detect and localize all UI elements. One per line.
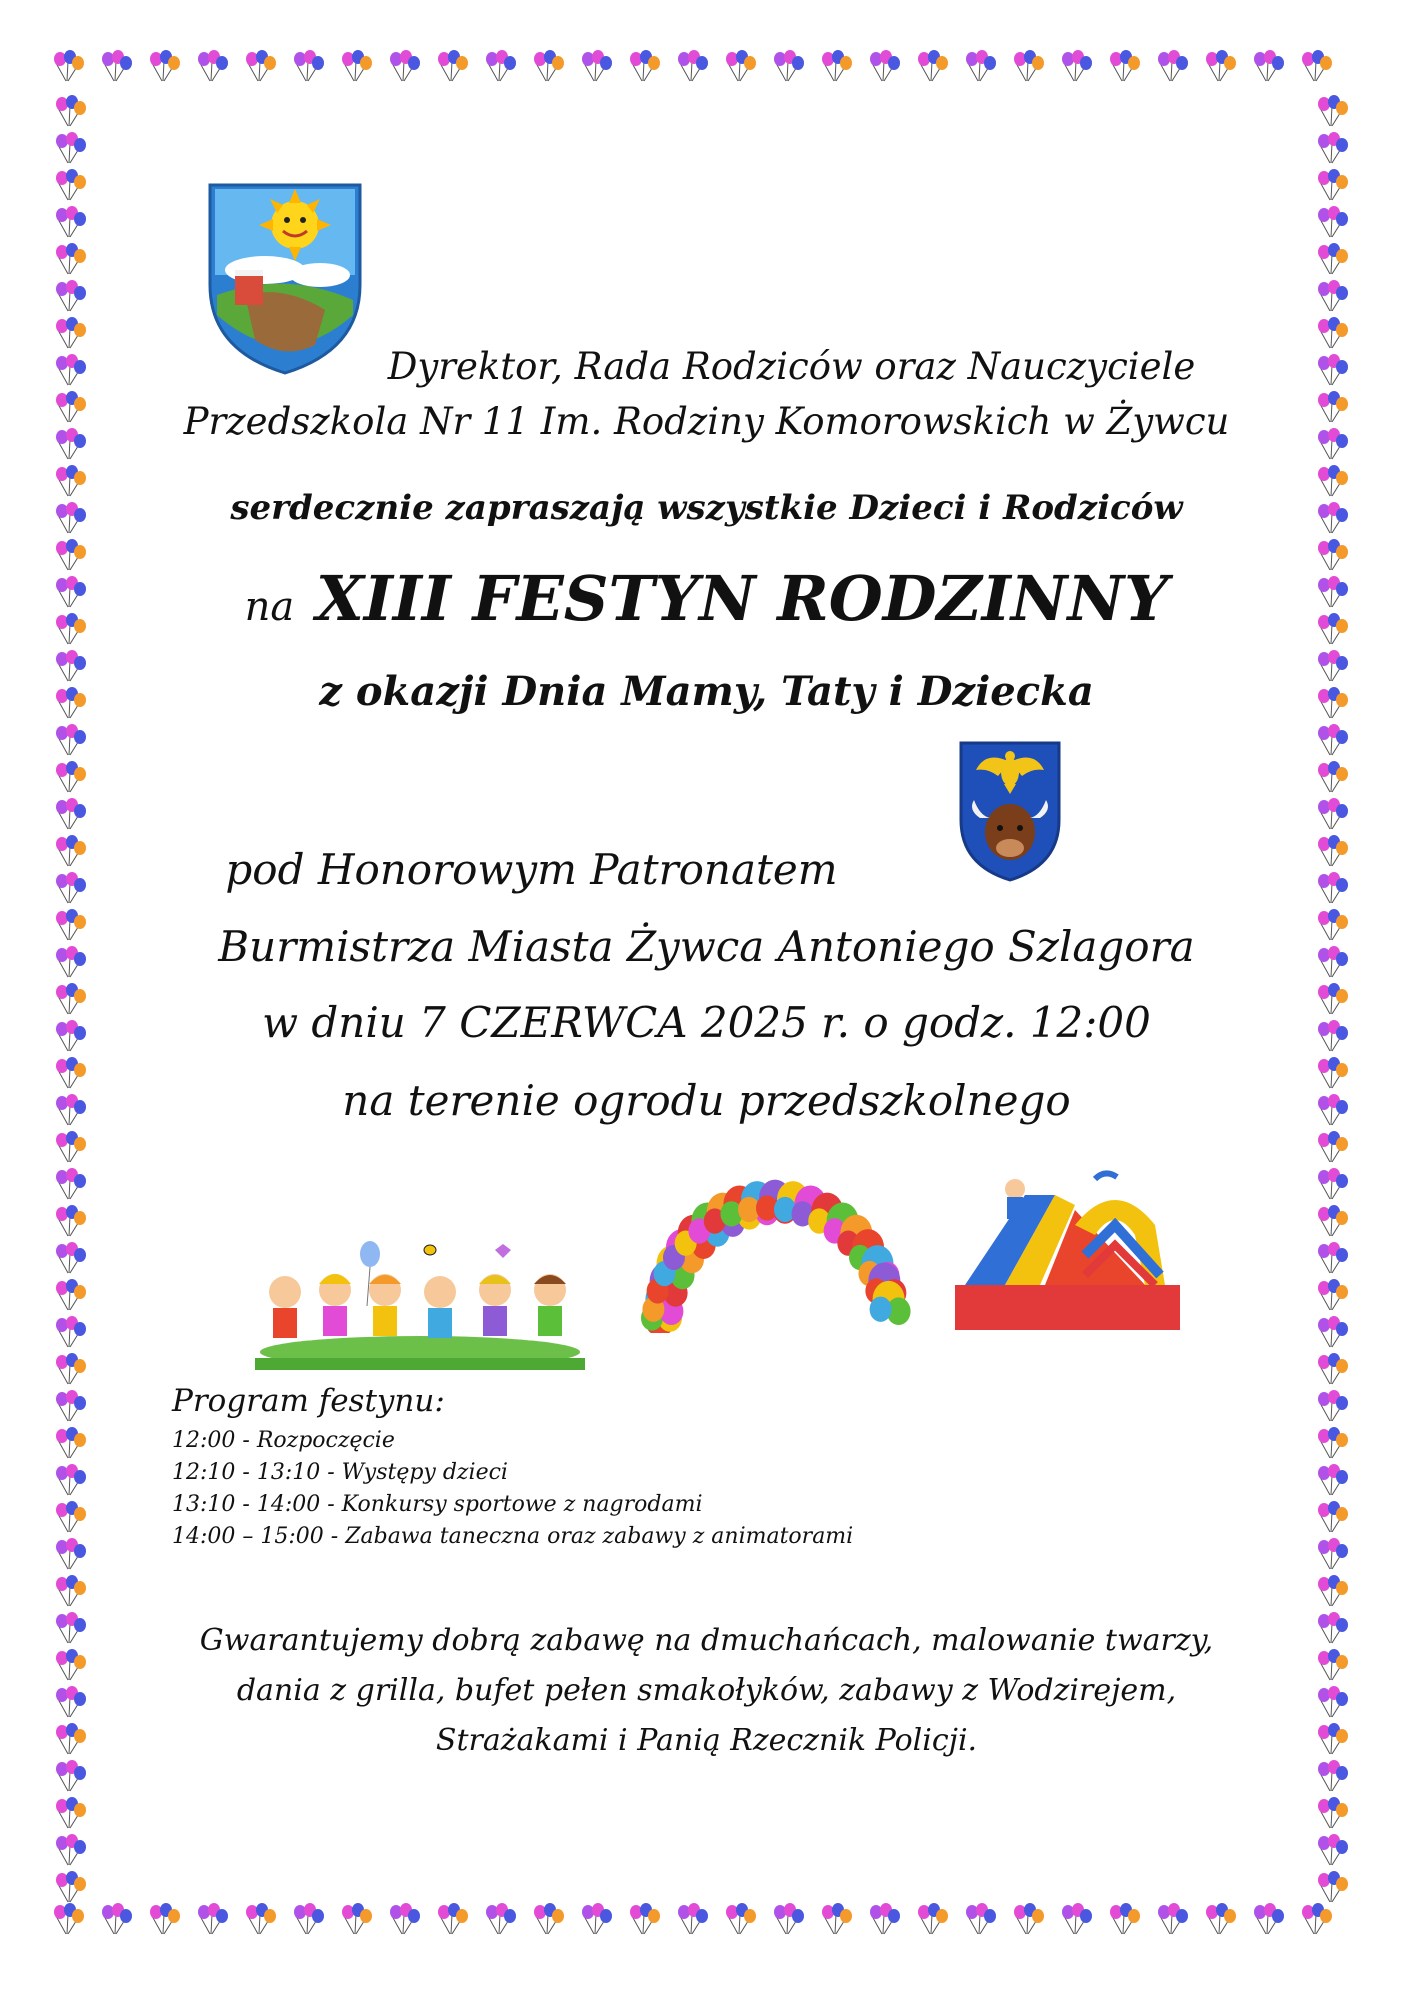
balloon-icon xyxy=(54,50,84,81)
balloon-icon xyxy=(1318,798,1348,829)
balloon-icon xyxy=(56,761,86,792)
balloon-icon xyxy=(102,50,132,81)
balloon-icon xyxy=(1158,1903,1188,1934)
balloon-icon xyxy=(1318,1390,1348,1421)
balloon-icon xyxy=(1318,206,1348,237)
balloon-icon xyxy=(56,95,86,126)
balloon-icon xyxy=(246,50,276,81)
intro-line-1: Dyrektor, Rada Rodziców oraz Nauczyciele xyxy=(387,345,1196,388)
balloon-icon xyxy=(1318,724,1348,755)
balloon-icon xyxy=(534,1903,564,1934)
inflatable-slide-illustration xyxy=(945,1165,1190,1335)
balloon-icon xyxy=(1110,1903,1140,1934)
balloon-icon xyxy=(1014,50,1044,81)
balloon-icon xyxy=(918,1903,948,1934)
balloon-icon xyxy=(390,50,420,81)
balloon-icon xyxy=(56,1353,86,1384)
balloon-icon xyxy=(56,798,86,829)
balloon-icon xyxy=(486,50,516,81)
balloon-icon xyxy=(56,1390,86,1421)
event-date-time: w dniu 7 CZERWCA 2025 r. o godz. 12:00 xyxy=(262,998,1151,1047)
balloon-icon xyxy=(1318,1834,1348,1865)
balloon-icon xyxy=(1318,1205,1348,1236)
program-section xyxy=(172,1383,853,1553)
balloon-icon xyxy=(438,1903,468,1934)
balloon-icon xyxy=(630,1903,660,1934)
event-title xyxy=(0,562,1413,635)
balloon-icon xyxy=(56,1131,86,1162)
balloon-icon xyxy=(342,50,372,81)
closing-line-2: dania z grilla, bufet pełen smakołyków, zabawy z Wodzirejem, xyxy=(236,1673,1177,1708)
balloon-icon xyxy=(774,50,804,81)
balloon-icon xyxy=(56,1205,86,1236)
balloon-icon xyxy=(56,317,86,348)
invite-line: serdecznie zapraszają wszystkie Dzieci i Rodziców xyxy=(230,488,1183,528)
balloon-icon xyxy=(56,724,86,755)
balloon-icon xyxy=(56,243,86,274)
balloon-icon xyxy=(1318,1871,1348,1902)
balloon-icon xyxy=(1318,761,1348,792)
balloon-icon xyxy=(486,1903,516,1934)
balloon-icon xyxy=(1014,1903,1044,1934)
arch-balloon xyxy=(870,1297,892,1322)
balloon-icon xyxy=(102,1903,132,1934)
closing-line-3: Strażakami i Panią Rzecznik Policji. xyxy=(435,1723,978,1758)
occasion-line: z okazji Dnia Mamy, Taty i Dziecka xyxy=(319,668,1094,715)
balloon-icon xyxy=(1318,1427,1348,1458)
balloon-icon xyxy=(246,1903,276,1934)
balloon-icon xyxy=(1110,50,1140,81)
balloon-icon xyxy=(56,1427,86,1458)
balloon-icon xyxy=(150,1903,180,1934)
balloon-icon xyxy=(1318,1797,1348,1828)
balloon-icon xyxy=(534,50,564,81)
balloon-icon xyxy=(390,1903,420,1934)
program-item: 12:10 - 13:10 - Występy dzieci xyxy=(172,1460,508,1485)
program-item: 13:10 - 14:00 - Konkursy sportowe z nagrodami xyxy=(172,1492,703,1517)
balloon-icon xyxy=(726,50,756,81)
balloon-icon xyxy=(966,50,996,81)
closing-line-1: Gwarantujemy dobrą zabawę na dmuchańcach, malowanie twarzy, xyxy=(199,1623,1214,1658)
balloon-icon xyxy=(678,50,708,81)
balloon-icon xyxy=(1318,1316,1348,1347)
balloon-icon xyxy=(1302,1903,1332,1934)
balloon-icon xyxy=(1206,50,1236,81)
balloon-icon xyxy=(1254,1903,1284,1934)
balloon-icon xyxy=(198,50,228,81)
balloon-icon xyxy=(966,1903,996,1934)
balloon-icon xyxy=(582,50,612,81)
balloon-icon xyxy=(56,1575,86,1606)
balloon-icon xyxy=(1062,1903,1092,1934)
patronage-line-2: Burmistrza Miasta Żywca Antoniego Szlagora xyxy=(218,922,1195,971)
balloon-icon xyxy=(56,1538,86,1569)
balloon-icon xyxy=(56,1501,86,1532)
balloon-icon xyxy=(56,1797,86,1828)
balloon-icon xyxy=(1318,169,1348,200)
balloon-icon xyxy=(918,50,948,81)
balloon-icon xyxy=(1302,50,1332,81)
balloon-icon xyxy=(678,1903,708,1934)
balloon-icon xyxy=(870,50,900,81)
balloon-icon xyxy=(1254,50,1284,81)
title-main: XIII FESTYN RODZINNY xyxy=(315,562,1169,635)
balloon-icon xyxy=(822,1903,852,1934)
balloon-icon xyxy=(294,50,324,81)
balloon-icon xyxy=(1318,317,1348,348)
balloon-icon xyxy=(342,1903,372,1934)
closing-section xyxy=(0,1616,1413,1766)
balloon-icon xyxy=(56,1871,86,1902)
balloon-icon xyxy=(1318,1279,1348,1310)
balloon-icon xyxy=(1318,280,1348,311)
balloon-icon xyxy=(56,280,86,311)
balloon-icon xyxy=(1318,1242,1348,1273)
balloon-icon xyxy=(56,132,86,163)
balloon-icon xyxy=(1158,50,1188,81)
program-heading: Program festynu: xyxy=(172,1383,445,1419)
balloon-icon xyxy=(56,1834,86,1865)
title-prefix: na xyxy=(244,584,295,630)
balloon-icon xyxy=(56,1168,86,1199)
balloon-icon xyxy=(822,50,852,81)
balloon-icon xyxy=(1318,1353,1348,1384)
program-item: 12:00 - Rozpoczęcie xyxy=(172,1428,395,1453)
balloon-icon xyxy=(1206,1903,1236,1934)
balloon-icon xyxy=(1318,1575,1348,1606)
balloon-icon xyxy=(1318,1168,1348,1199)
patronage-line-1: pod Honorowym Patronatem xyxy=(225,845,838,894)
balloon-icon xyxy=(1318,243,1348,274)
balloon-icon xyxy=(1318,1501,1348,1532)
balloon-icon xyxy=(726,1903,756,1934)
balloon-icon xyxy=(1318,95,1348,126)
balloon-icon xyxy=(56,206,86,237)
program-item: 14:00 – 15:00 - Zabawa taneczna oraz zabawy z animatorami xyxy=(172,1524,854,1549)
balloon-arch-illustration xyxy=(630,1168,920,1333)
balloon-icon xyxy=(294,1903,324,1934)
balloon-icon xyxy=(198,1903,228,1934)
balloon-icon xyxy=(150,50,180,81)
balloon-icon xyxy=(1318,132,1348,163)
balloon-icon xyxy=(1062,50,1092,81)
children-holding-hands-illustration xyxy=(255,1240,585,1370)
balloon-icon xyxy=(56,169,86,200)
balloon-icon xyxy=(1318,1538,1348,1569)
balloon-icon xyxy=(56,1279,86,1310)
intro-line-2: Przedszkola Nr 11 Im. Rodziny Komorowskich w Żywcu xyxy=(183,400,1230,443)
event-location: na terenie ogrodu przedszkolnego xyxy=(342,1076,1071,1125)
balloon-icon xyxy=(56,1464,86,1495)
balloon-icon xyxy=(438,50,468,81)
balloon-icon xyxy=(582,1903,612,1934)
balloon-icon xyxy=(56,1242,86,1273)
balloon-icon xyxy=(56,1316,86,1347)
balloon-icon xyxy=(1318,1464,1348,1495)
balloon-icon xyxy=(1318,1131,1348,1162)
balloon-icon xyxy=(54,1903,84,1934)
balloon-icon xyxy=(630,50,660,81)
balloon-icon xyxy=(774,1903,804,1934)
balloon-icon xyxy=(870,1903,900,1934)
